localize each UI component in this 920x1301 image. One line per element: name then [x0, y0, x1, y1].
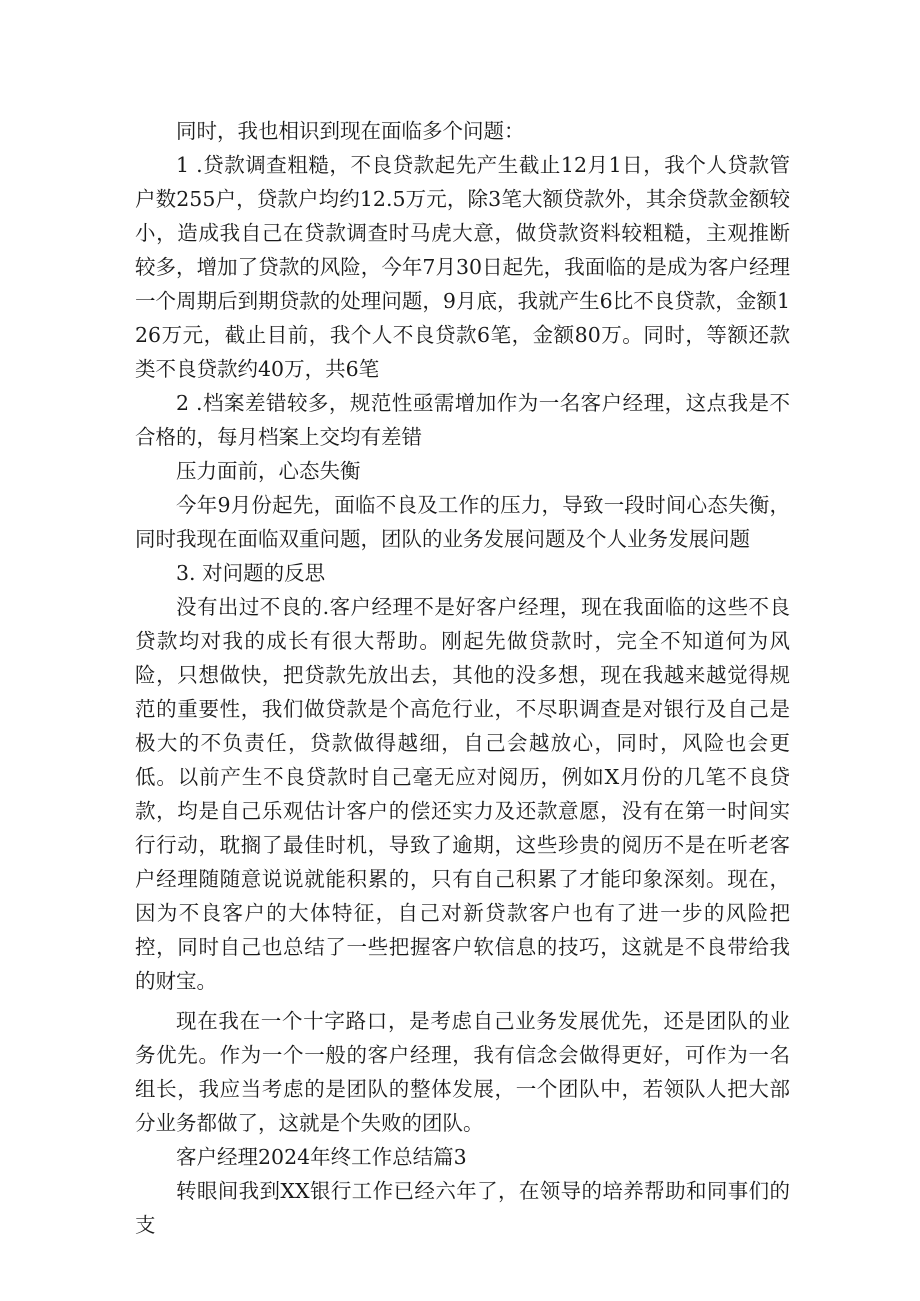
paragraph-pressure: 今年9月份起先，面临不良及工作的压力，导致一段时间心态失衡，同时我现在面临双重问题，团队的业务发展问题及个人业务发展问题: [135, 493, 790, 551]
paragraph-heading-pressure: 压力面前，心态失衡: [176, 459, 361, 483]
paragraph-heading-reflection: 3. 对问题的反思: [176, 561, 326, 585]
document-body: [135, 114, 790, 1242]
paragraph-item-1: 1 .贷款调查粗糙，不良贷款起先产生截止12月1日，我个人贷款管户数255户，贷款户均约12.5万元，除3笔大额贷款外，其余贷款金额较小，造成我自己在贷款调查时马虎大意，做贷款资料较粗糙，主观推断较多，增加了贷款的风险，今年7月30日起先，我面临的是成为客户经理一个周期后到期贷款的处理问题，9月底，我就产生6比不良贷款，金额126万元，截止目前，我个人不良贷款6笔，金额80万。同时，等额还款类不良贷款约40万，共6笔: [135, 153, 790, 381]
paragraph-section-start: 转眼间我到XX银行工作已经六年了，在领导的培养帮助和同事们的支: [135, 1179, 790, 1237]
paragraph-section-title: 客户经理2024年终工作总结篇3: [176, 1145, 467, 1169]
paragraph-reflection: 没有出过不良的.客户经理不是好客户经理，现在我面临的这些不良贷款均对我的成长有很大帮助。刚起先做贷款时，完全不知道何为风险，只想做快，把贷款先放出去，其他的没多想，现在我越来越觉得规范的重要性，我们做贷款是个高危行业，不尽职调查是对银行及自己是极大的不负责任，贷款做得越细，自己会越放心，同时，风险也会更低。以前产生不良贷款时自己毫无应对阅历，例如X月份的几笔不良贷款，均是自己乐观估计客户的偿还实力及还款意愿，没有在第一时间实行行动，耽搁了最佳时机，导致了逾期，这些珍贵的阅历不是在听老客户经理随随意说说就能积累的，只有自己积累了才能印象深刻。现在，因为不良客户的大体特征，自己对新贷款客户也有了进一步的风险把控，同时自己也总结了一些把握客户软信息的技巧，这就是不良带给我的财宝。: [135, 595, 790, 993]
paragraph-crossroads: 现在我在一个十字路口，是考虑自己业务发展优先，还是团队的业务优先。作为一个一般的客户经理，我有信念会做得更好，可作为一名组长，我应当考虑的是团队的整体发展，一个团队中，若领队人把大部分业务都做了，这就是个失败的团队。: [135, 1009, 790, 1135]
paragraph-item-2: 2 .档案差错较多，规范性亟需增加作为一名客户经理，这点我是不合格的，每月档案上交均有差错: [135, 391, 790, 449]
paragraph-intro: 同时，我也相识到现在面临多个问题：: [176, 119, 525, 143]
